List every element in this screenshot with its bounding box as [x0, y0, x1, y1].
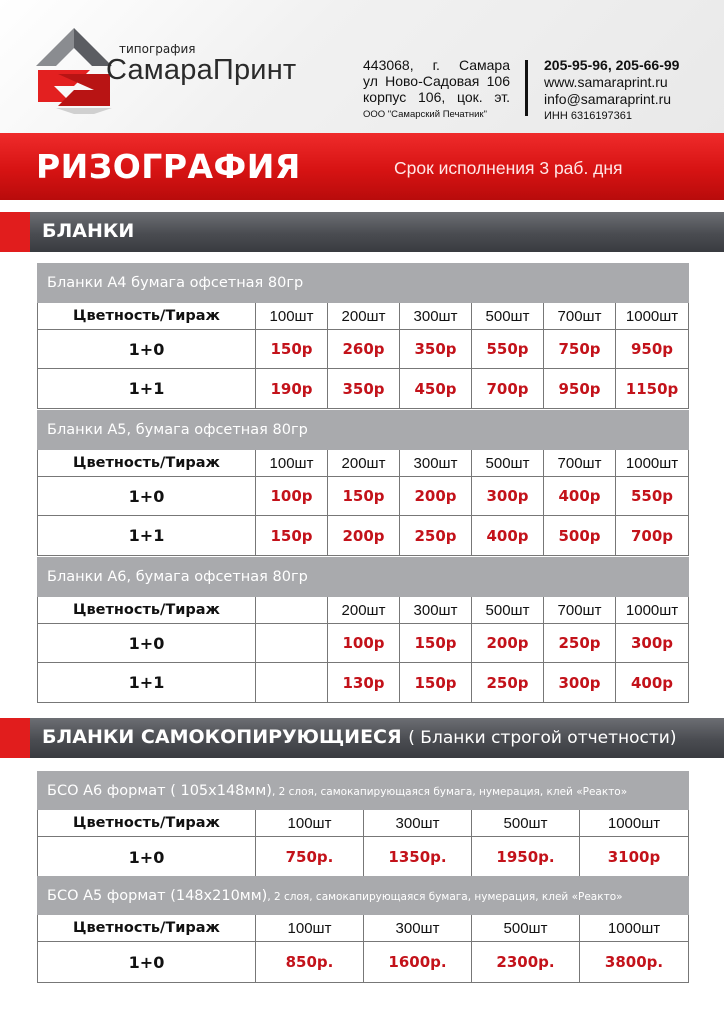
- header-cell: 700шт: [544, 597, 616, 624]
- organization-name: ООО "Самарский Печатник": [363, 109, 487, 120]
- price-cell: 250р: [400, 516, 472, 556]
- price-cell: 950р: [544, 369, 616, 409]
- website-link[interactable]: www.samaraprint.ru: [544, 74, 668, 90]
- color-cell: 1+0: [38, 837, 256, 878]
- price-cell: 350р: [328, 369, 400, 409]
- phone-numbers: 205-95-96, 205-66-99: [544, 57, 680, 73]
- header-cell: Цветность/Тираж: [38, 915, 256, 942]
- caption-details: , 2 слоя, самокапирующаяся бумага, нумерация, клей «Реакто»: [267, 890, 623, 903]
- price-cell: 300р: [616, 624, 689, 663]
- header-cell: Цветность/Тираж: [38, 450, 256, 477]
- section-accent: [0, 718, 30, 758]
- header-cell: 300шт: [400, 450, 472, 477]
- color-cell: 1+1: [38, 516, 256, 556]
- header-cell: 1000шт: [580, 915, 689, 942]
- section-title-note: ( Бланки строгой отчетности): [408, 728, 677, 748]
- header-cell: 500шт: [472, 597, 544, 624]
- divider: [525, 60, 528, 116]
- header-cell: 1000шт: [616, 450, 689, 477]
- price-cell: 150р: [328, 477, 400, 516]
- header-cell: 100шт: [256, 303, 328, 330]
- table-row: [38, 624, 689, 663]
- color-cell: 1+0: [38, 942, 256, 983]
- price-cell: 500р: [544, 516, 616, 556]
- price-cell: 1150р: [616, 369, 689, 409]
- color-cell: 1+0: [38, 624, 256, 663]
- price-cell: 100р: [256, 477, 328, 516]
- brand-tagline: типография: [119, 42, 196, 56]
- table-row: [38, 330, 689, 369]
- price-cell: 300р: [472, 477, 544, 516]
- price-cell: 200р: [472, 624, 544, 663]
- caption-details: , 2 слоя, самокапирующаяся бумага, нумерация, клей «Реакто»: [271, 785, 628, 798]
- price-cell: 150р: [256, 516, 328, 556]
- price-cell: 950р: [616, 330, 689, 369]
- table-row: [38, 837, 689, 878]
- price-table-a6: [37, 557, 689, 703]
- price-cell: 1600р.: [364, 942, 472, 983]
- price-table-bso-a5: [37, 876, 689, 983]
- price-cell: [256, 624, 328, 663]
- inn-number: ИНН 6316197361: [544, 110, 633, 122]
- header-cell: 500шт: [472, 303, 544, 330]
- address-line: 443068, г. Самара: [363, 57, 510, 73]
- samaraprint-logo-icon: [34, 26, 114, 116]
- table-row: [38, 942, 689, 983]
- header-cell: 200шт: [328, 597, 400, 624]
- price-cell: 190р: [256, 369, 328, 409]
- table-header-row: [38, 597, 689, 624]
- table-row: [38, 369, 689, 409]
- price-cell: 250р: [544, 624, 616, 663]
- table-header-row: [38, 303, 689, 330]
- caption-main: БСО А6 формат ( 105х148мм): [47, 782, 272, 799]
- price-cell: 400р: [544, 477, 616, 516]
- price-cell: 1350р.: [364, 837, 472, 878]
- price-cell: 3800р.: [580, 942, 689, 983]
- price-cell: 260р: [328, 330, 400, 369]
- header-cell: 700шт: [544, 450, 616, 477]
- email-link[interactable]: info@samaraprint.ru: [544, 91, 672, 107]
- section-title: [42, 726, 676, 748]
- table-header-row: [38, 450, 689, 477]
- table-row: [38, 516, 689, 556]
- price-cell: 2300р.: [472, 942, 580, 983]
- color-cell: 1+1: [38, 369, 256, 409]
- price-cell: 700р: [616, 516, 689, 556]
- header-cell: 100шт: [256, 810, 364, 837]
- header-cell: 200шт: [328, 303, 400, 330]
- header-cell: Цветность/Тираж: [38, 597, 256, 624]
- section-accent: [0, 212, 30, 252]
- price-table-a4: [37, 263, 689, 409]
- header-cell: 200шт: [328, 450, 400, 477]
- header-cell: 300шт: [400, 597, 472, 624]
- price-cell: 200р: [400, 477, 472, 516]
- header: [0, 0, 724, 133]
- price-cell: 850р.: [256, 942, 364, 983]
- price-cell: 300р: [544, 663, 616, 703]
- price-cell: 400р: [616, 663, 689, 703]
- table-row: [38, 477, 689, 516]
- color-cell: 1+1: [38, 663, 256, 703]
- table-caption: [38, 772, 689, 810]
- header-cell: Цветность/Тираж: [38, 810, 256, 837]
- header-cell: 300шт: [364, 915, 472, 942]
- price-cell: 550р: [616, 477, 689, 516]
- contacts-block: [544, 57, 679, 125]
- price-cell: 3100р: [580, 837, 689, 878]
- price-cell: 700р: [472, 369, 544, 409]
- header-cell: 500шт: [472, 450, 544, 477]
- header-cell: 1000шт: [616, 597, 689, 624]
- header-cell: 500шт: [472, 810, 580, 837]
- color-cell: 1+0: [38, 330, 256, 369]
- price-cell: 400р: [472, 516, 544, 556]
- color-cell: 1+0: [38, 477, 256, 516]
- section-header-blanks: [0, 212, 724, 252]
- brand-name: СамараПринт: [106, 54, 297, 86]
- table-caption: Бланки А5, бумага офсетная 80гр: [38, 411, 689, 450]
- page-title: РИЗОГРАФИЯ: [36, 147, 301, 186]
- price-table-bso-a6: [37, 771, 689, 878]
- price-cell: 1950р.: [472, 837, 580, 878]
- section-title: БЛАНКИ: [42, 220, 135, 242]
- table-row: [38, 663, 689, 703]
- price-cell: [256, 663, 328, 703]
- price-cell: 150р: [400, 624, 472, 663]
- price-cell: 450р: [400, 369, 472, 409]
- section-header-carbonless: [0, 718, 724, 758]
- header-cell: 100шт: [256, 450, 328, 477]
- price-cell: 150р: [256, 330, 328, 369]
- table-header-row: [38, 915, 689, 942]
- header-cell: [256, 597, 328, 624]
- price-cell: 130р: [328, 663, 400, 703]
- deadline-text: Срок исполнения 3 раб. дня: [394, 158, 623, 178]
- price-cell: 250р: [472, 663, 544, 703]
- table-caption: Бланки А6, бумага офсетная 80гр: [38, 558, 689, 597]
- header-cell: 700шт: [544, 303, 616, 330]
- price-cell: 100р: [328, 624, 400, 663]
- price-cell: 550р: [472, 330, 544, 369]
- address-block: [363, 57, 510, 123]
- caption-main: БСО А5 формат (148х210мм): [47, 887, 268, 904]
- header-cell: 1000шт: [580, 810, 689, 837]
- header-cell: Цветность/Тираж: [38, 303, 256, 330]
- header-cell: 300шт: [400, 303, 472, 330]
- price-cell: 150р: [400, 663, 472, 703]
- price-cell: 750р.: [256, 837, 364, 878]
- price-cell: 750р: [544, 330, 616, 369]
- address-line: ул Ново-Садовая 106: [363, 73, 510, 89]
- section-title-main: БЛАНКИ САМОКОПИРУЮЩИЕСЯ: [42, 726, 402, 748]
- address-line: корпус 106, цок. эт.: [363, 89, 510, 105]
- header-cell: 1000шт: [616, 303, 689, 330]
- price-cell: 200р: [328, 516, 400, 556]
- header-cell: 100шт: [256, 915, 364, 942]
- table-header-row: [38, 810, 689, 837]
- table-caption: [38, 877, 689, 915]
- price-cell: 350р: [400, 330, 472, 369]
- header-cell: 300шт: [364, 810, 472, 837]
- price-table-a5: [37, 410, 689, 556]
- table-caption: Бланки А4 бумага офсетная 80гр: [38, 264, 689, 303]
- header-cell: 500шт: [472, 915, 580, 942]
